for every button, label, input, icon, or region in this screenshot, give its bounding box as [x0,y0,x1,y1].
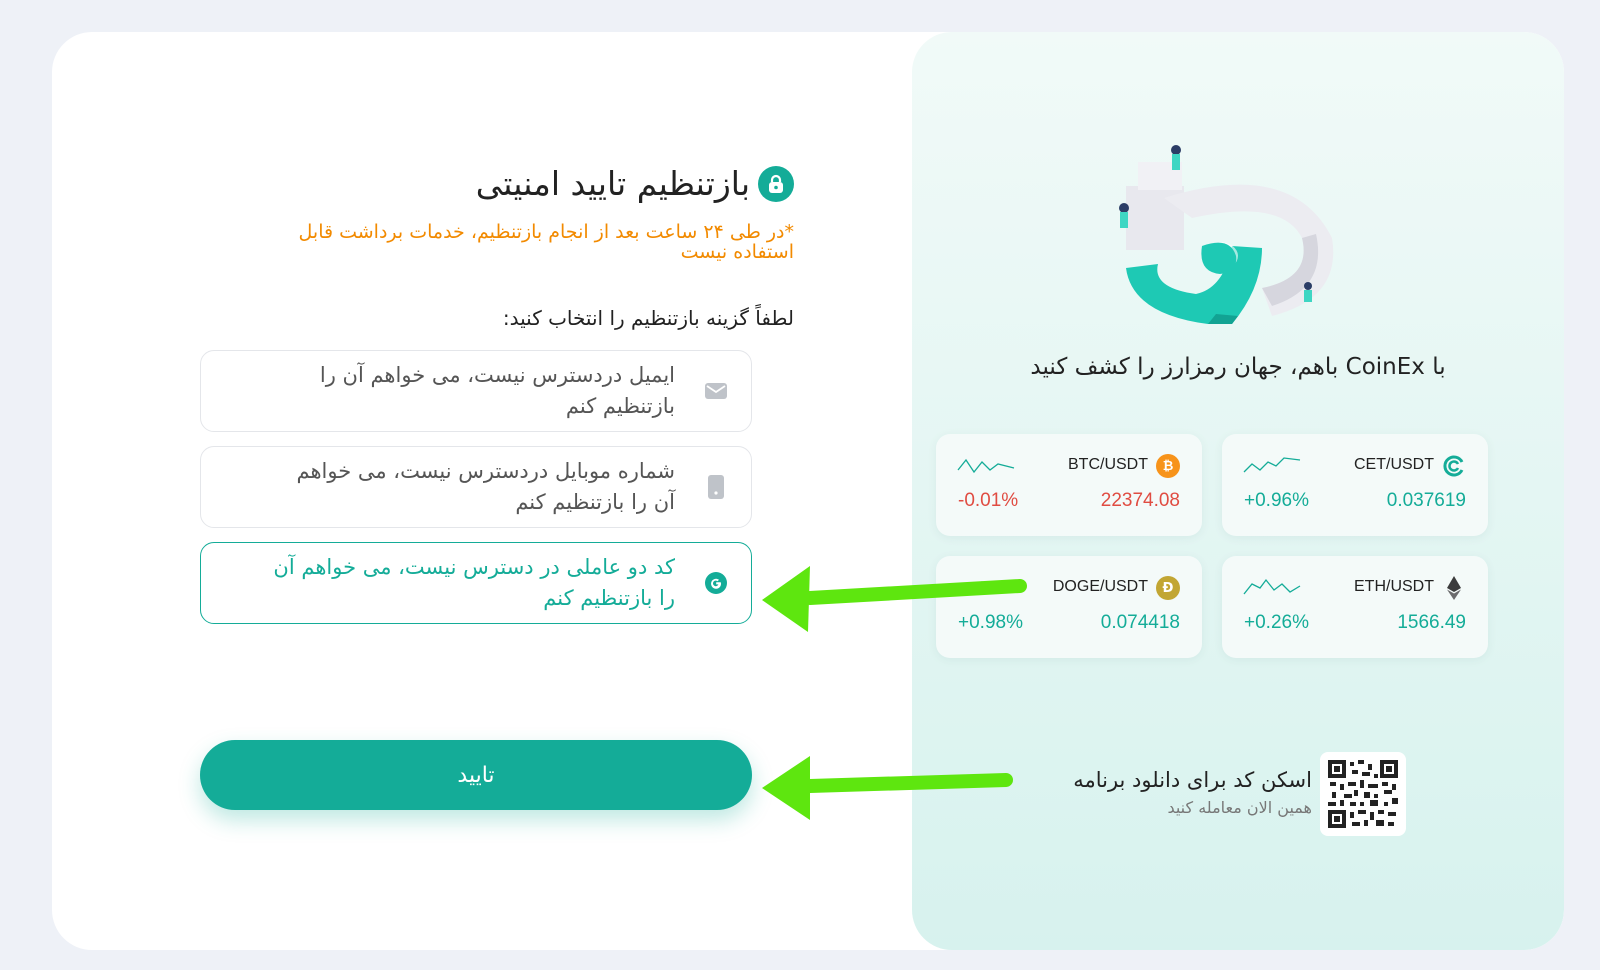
mobile-icon [703,474,729,500]
mail-icon [703,378,729,404]
promo-panel [912,32,1564,950]
doge-coin-icon: Ð [1156,576,1180,600]
ticker-price: 22374.08 [1100,490,1180,511]
reset-option-mobile-label: شماره موبایل دردسترس نیست، می خواهم آن را بازتنظیم کنم [296,459,675,514]
ticker-price: 0.074418 [1100,612,1180,633]
ticker-change: +0.96% [1244,490,1309,511]
download-title: اسکن کد برای دانلود برنامه [1073,768,1312,792]
reset-option-email[interactable] [200,350,752,432]
page-title: بازتنظیم تایید امنیتی [475,164,750,203]
cet-coin-icon [1442,454,1466,478]
lock-icon [758,166,794,202]
reset-option-2fa-label: کد دو عاملی در دسترس نیست، می خواهم آن را بازتنظیم کنم [273,555,675,610]
btc-coin-icon: ₿ [1156,454,1180,478]
reset-option-email-label: ایمیل دردسترس نیست، می خواهم آن را بازتنظیم کنم [319,363,675,418]
ticker-pair: BTC/USDT [1068,456,1148,473]
title-row [476,164,794,203]
download-subtitle: همین الان معامله کنید [1167,798,1312,817]
ticker-pair: DOGE/USDT [1052,578,1148,595]
ticker-change: +0.26% [1244,612,1309,633]
ticker-pair: ETH/USDT [1354,578,1434,595]
sparkline [956,450,1016,478]
ticker-card-cet[interactable] [1222,434,1488,536]
ticker-price: 0.037619 [1386,490,1466,511]
sparkline [1242,450,1302,478]
coinex-illustration [1112,138,1352,328]
app-download-qr-code [1320,752,1406,836]
ticker-change: -0.01% [958,490,1019,511]
ticker-change: +0.98% [958,612,1023,633]
reset-option-prompt: لطفاً گزینه بازتنظیم را انتخاب کنید: [502,306,794,330]
sparkline [956,572,1016,600]
reset-security-card [52,32,1564,950]
eth-coin-icon [1442,576,1466,600]
ticker-card-eth[interactable] [1222,556,1488,658]
ticker-card-doge[interactable] [936,556,1202,658]
promo-tagline: با CoinEx باهم، جهان رمزارز را کشف کنید [1030,354,1446,380]
google-authenticator-icon [703,570,729,596]
ticker-pair: CET/USDT [1354,456,1434,473]
withdrawal-warning: *در طی ۲۴ ساعت بعد از انجام بازتنظیم، خدمات برداشت قابل استفاده نیست [298,221,794,263]
confirm-button[interactable]: تایید [200,740,752,810]
reset-option-2fa[interactable] [200,542,752,624]
reset-option-mobile[interactable] [200,446,752,528]
sparkline [1242,572,1302,600]
ticker-price: 1566.49 [1397,612,1466,633]
ticker-card-btc[interactable] [936,434,1202,536]
